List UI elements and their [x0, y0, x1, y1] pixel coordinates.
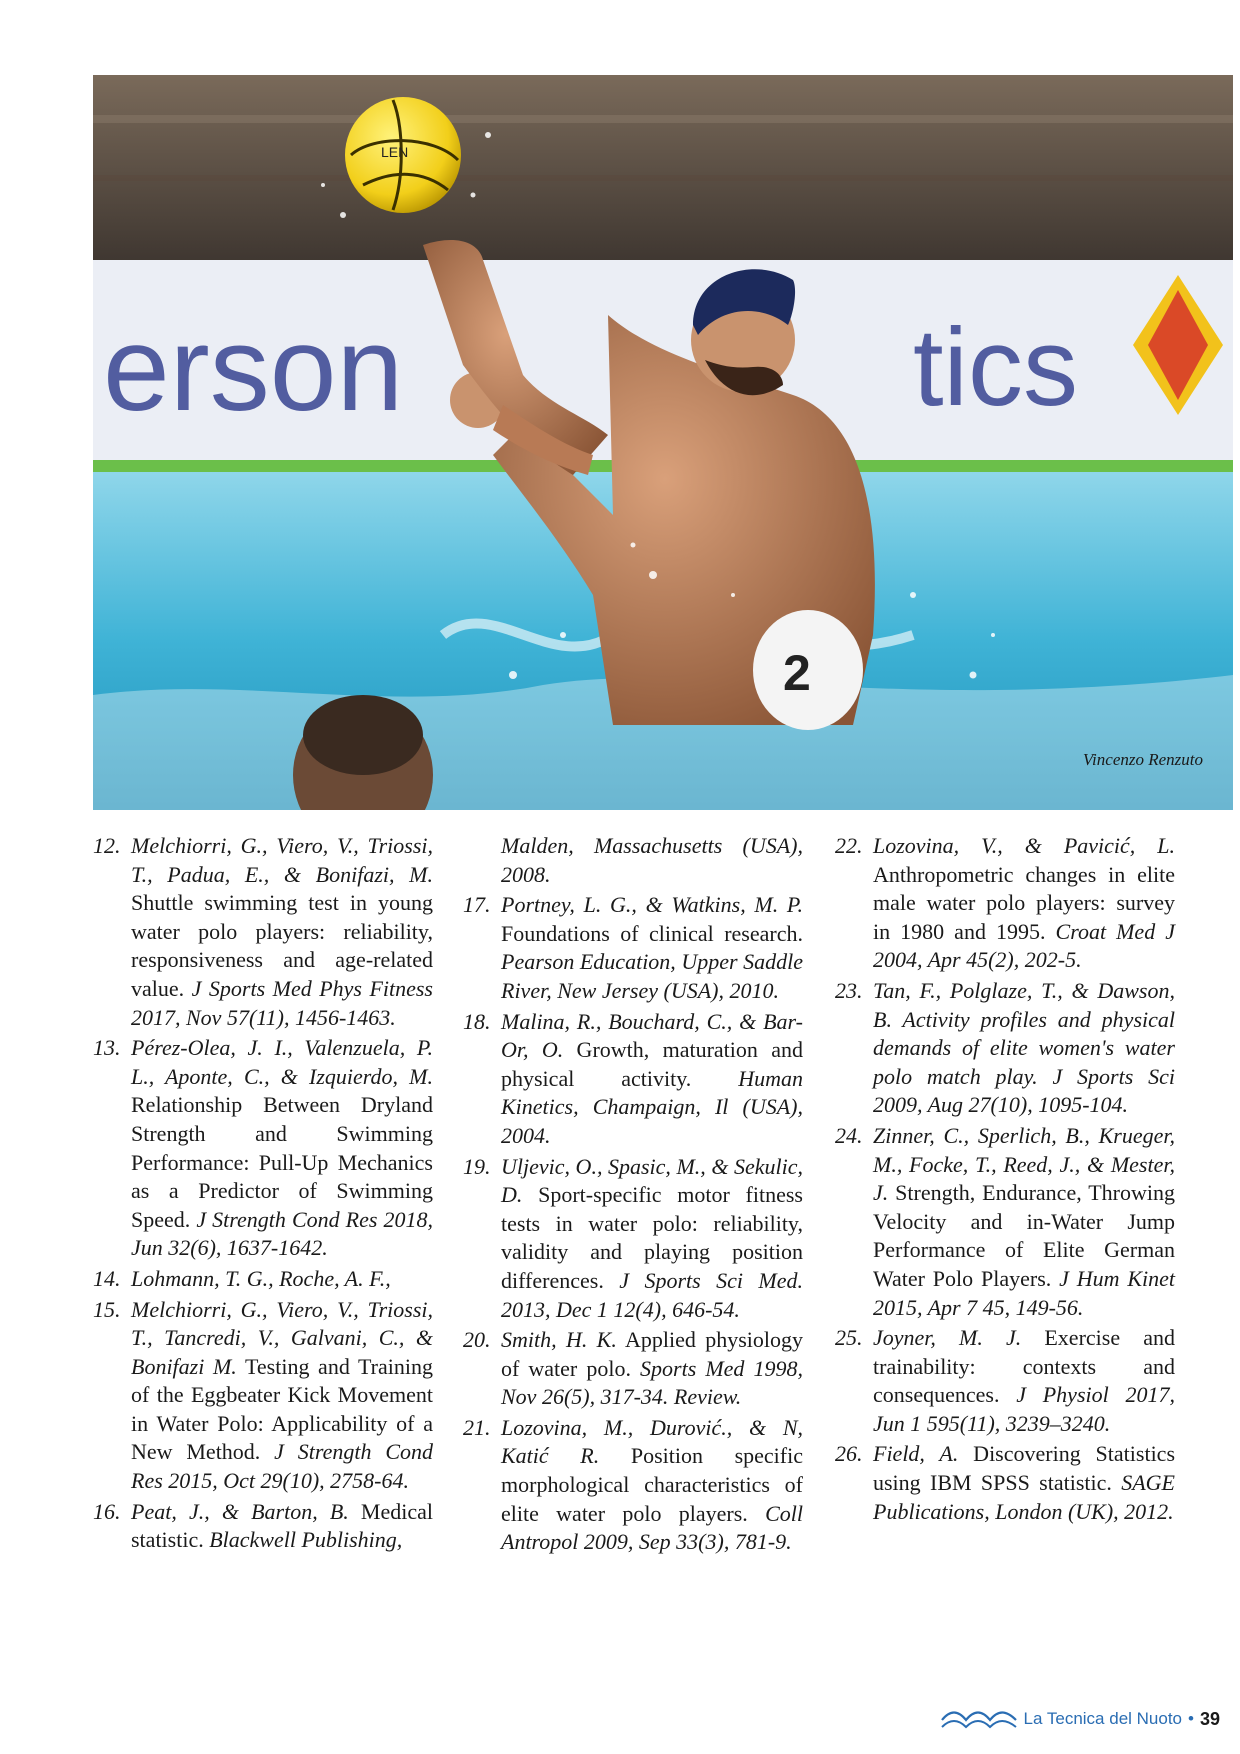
reference-number: 14. [93, 1265, 121, 1291]
reference-title: Foundations of clinical research. [501, 920, 803, 946]
reference-item [835, 977, 1175, 1120]
svg-text:erson: erson [103, 302, 404, 436]
reference-authors: Lozovina, M., Durović., & N, Katić R. [501, 1414, 803, 1469]
reference-authors: Melchiorri, G., Viero, V., Triossi, T., Tancredi, V., Galvani, C., & Bonifazi M. [131, 1296, 433, 1379]
reference-authors: Uljevic, O., Spasic, M., & Sekulic, D. [501, 1153, 803, 1208]
reference-title: Sport-specific motor fitness tests in water polo: reliability, validity and playing position differences. [501, 1182, 803, 1293]
waves-icon [940, 1708, 1018, 1730]
reference-number: 16. [93, 1498, 121, 1524]
reference-authors: Lozovina, V., & Pavicić, L. [873, 833, 1175, 858]
reference-number: 18. [463, 1008, 491, 1034]
page-number: 39 [1199, 1708, 1220, 1729]
references-column-3 [835, 832, 1175, 1528]
reference-item [463, 1008, 803, 1151]
magazine-name: La Tecnica del Nuoto [1023, 1709, 1183, 1728]
reference-title: Discovering Statistics using IBM SPSS statistic. [873, 1441, 1176, 1496]
svg-text:tics: tics [913, 306, 1078, 429]
reference-number: 23. [835, 977, 863, 1003]
reference-journal: J Sports Sci 2009, Aug 27(10), 1095-104. [873, 1063, 1175, 1118]
svg-text:LEN: LEN [381, 144, 409, 160]
reference-journal: J Physiol 2017, Jun 1 595(11), 3239–3240. [873, 1382, 1175, 1436]
reference-title: Strength, Endurance, Throwing Velocity and in-Water Jump Performance of Elite German Water Polo Players. [873, 1180, 1175, 1291]
reference-title: Medical statistic. [131, 1498, 433, 1553]
reference-number: 25. [835, 1325, 863, 1351]
water-polo-photo [93, 75, 1233, 810]
reference-journal: Malden, Massachusetts (USA), 2008. [501, 833, 803, 887]
reference-item [835, 1324, 1175, 1438]
reference-number: 24. [835, 1122, 863, 1148]
reference-journal: J Hum Kinet 2015, Apr 7 45, 149-56. [873, 1265, 1175, 1320]
reference-number: 22. [835, 833, 863, 858]
reference-title: Applied physiology of water polo. [501, 1327, 803, 1381]
reference-item [93, 1296, 433, 1496]
svg-text:2: 2 [783, 645, 811, 701]
reference-number: 12. [93, 833, 121, 858]
reference-item [93, 832, 433, 1032]
reference-item [835, 832, 1175, 975]
reference-journal: J Strength Cond Res 2015, Oct 29(10), 2758-64. [131, 1439, 433, 1494]
reference-authors: Zinner, C., Sperlich, B., Krueger, M., Focke, T., Reed, J., & Mester, J. [873, 1122, 1175, 1206]
photo-credit: Vincenzo Renzuto [1082, 750, 1203, 769]
reference-item [463, 1153, 803, 1325]
references-list [93, 832, 1183, 1662]
reference-journal: J Sports Med Phys Fitness 2017, Nov 57(11), 1456-1463. [131, 975, 433, 1030]
reference-number: 17. [463, 892, 491, 918]
reference-item [93, 1498, 433, 1555]
reference-number: 19. [463, 1153, 491, 1179]
reference-authors: Field, A. [873, 1441, 959, 1467]
reference-item [463, 1414, 803, 1557]
reference-journal: Coll Antropol 2009, Sep 33(3), 781-9. [501, 1500, 803, 1555]
reference-authors: Smith, H. K. [501, 1327, 617, 1353]
reference-authors: Melchiorri, G., Viero, V., Triossi, T., Padua, E., & Bonifazi, M. [131, 833, 433, 887]
reference-continuation [463, 832, 803, 889]
reference-item [93, 1034, 433, 1263]
water-polo-player-image [93, 75, 1233, 810]
reference-authors: Portney, L. G., & Watkins, M. P. [501, 892, 803, 918]
references-column-1 [93, 832, 433, 1557]
reference-number: 26. [835, 1441, 863, 1467]
reference-journal: Blackwell Publishing, [209, 1527, 403, 1553]
footer-separator: • [1188, 1709, 1194, 1728]
reference-title: Anthropometric changes in elite male water polo players: survey in 1980 and 1995. [873, 861, 1175, 944]
reference-title: Testing and Training of the Eggbeater Kick Movement in Water Polo: Applicability of a New Method. [131, 1353, 434, 1465]
reference-authors: Peat, J., & Barton, B. [131, 1498, 349, 1524]
reference-item [93, 1265, 433, 1294]
reference-authors: Pérez-Olea, J. I., Valenzuela, P. L., Aponte, C., & Izquierdo, M. [131, 1035, 433, 1089]
references-column-2 [463, 832, 803, 1559]
reference-journal: Pearson Education, Upper Saddle River, New Jersey (USA), 2010. [501, 949, 803, 1003]
reference-title: Exercise and trainability: contexts and consequences. [873, 1325, 1175, 1408]
reference-authors: Tan, F., Polglaze, T., & Dawson, B. Activity profiles and physical demands of elite women's water polo match play. [873, 977, 1175, 1089]
reference-number: 20. [463, 1327, 491, 1353]
reference-journal: J Strength Cond Res 2018, Jun 32(6), 1637-1642. [131, 1206, 434, 1261]
reference-number: 15. [93, 1296, 121, 1322]
page-footer [940, 1704, 1220, 1734]
reference-title: Position specific morphological characteristics of elite water polo players. [501, 1443, 803, 1526]
reference-item [835, 1122, 1175, 1322]
reference-title: Shuttle swimming test in young water polo players: reliability, responsiveness and age-related value. [131, 890, 433, 1001]
reference-authors: Joyner, M. J. [873, 1325, 1022, 1351]
reference-item [463, 891, 803, 1005]
reference-title: Growth, maturation and physical activity. [501, 1037, 803, 1091]
reference-journal: Sports Med 1998, Nov 26(5), 317-34. Review. [501, 1355, 804, 1410]
reference-journal: Human Kinetics, Champaign, Il (USA), 2004. [501, 1065, 803, 1148]
reference-journal: Croat Med J 2004, Apr 45(2), 202-5. [873, 918, 1175, 973]
reference-title [1038, 1064, 1053, 1089]
reference-journal: SAGE Publications, London (UK), 2012. [873, 1470, 1175, 1524]
reference-journal: J Sports Sci Med. 2013, Dec 1 12(4), 646-54. [501, 1267, 803, 1322]
reference-number: 13. [93, 1035, 121, 1061]
reference-authors: Lohmann, T. G., Roche, A. F., [131, 1265, 391, 1291]
reference-title: Relationship Between Dryland Strength and Swimming Performance: Pull-Up Mechanics as a Predictor of Swimming Speed. [131, 1092, 433, 1232]
reference-item [835, 1440, 1175, 1526]
reference-item [463, 1326, 803, 1412]
reference-number: 21. [463, 1414, 491, 1440]
reference-authors: Malina, R., Bouchard, C., & Bar-Or, O. [501, 1008, 803, 1063]
